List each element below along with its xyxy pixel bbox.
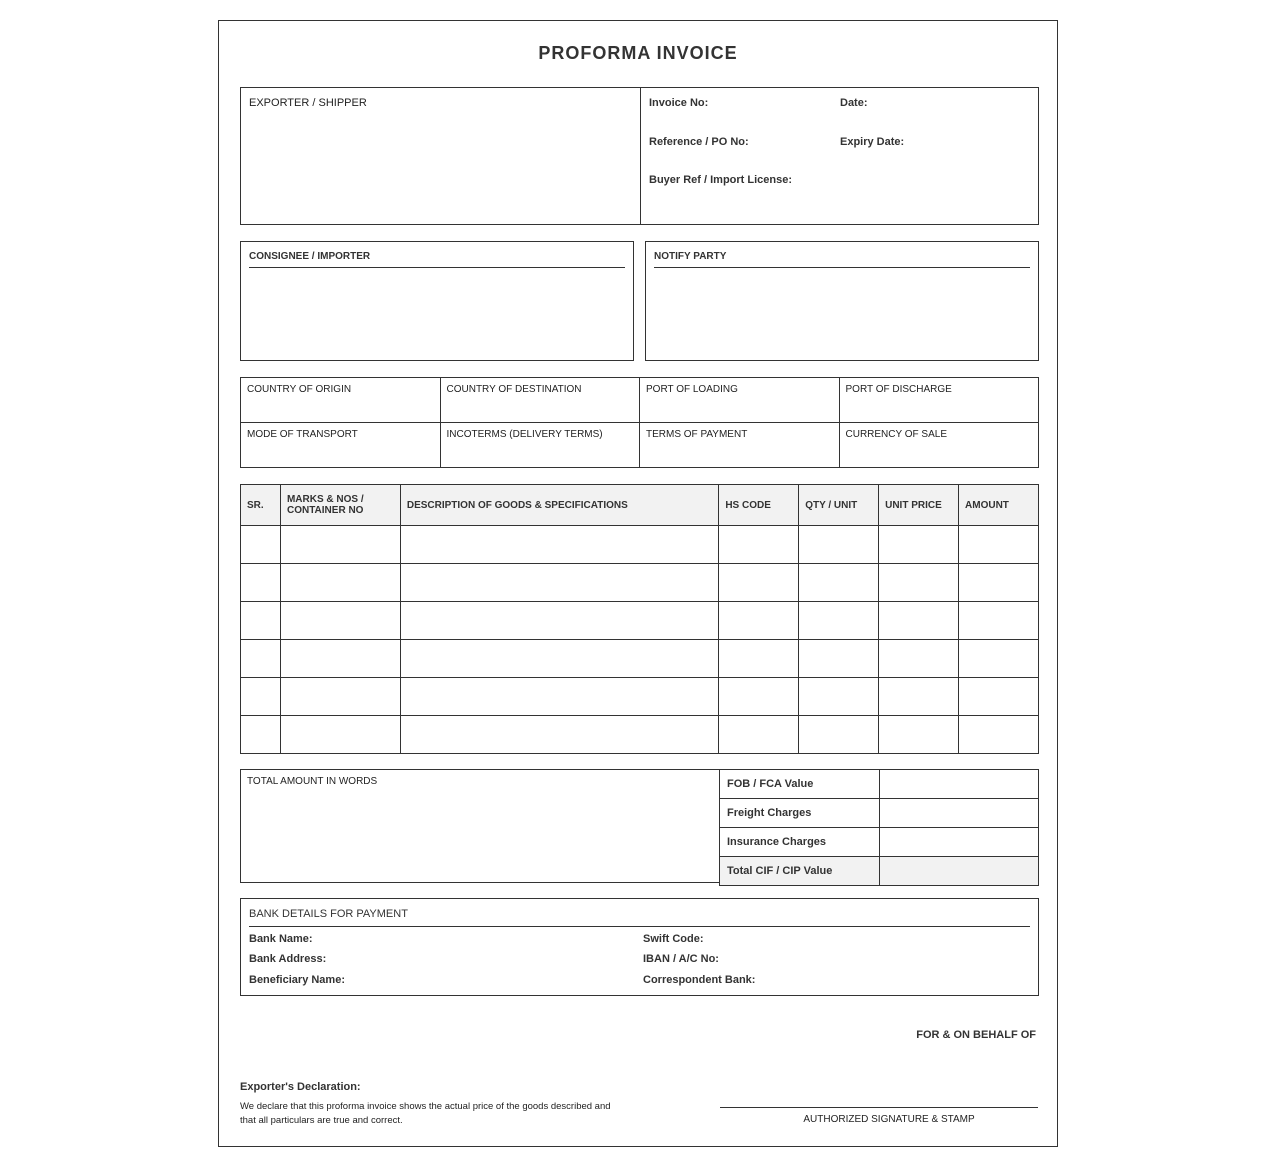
cell-unit-price	[879, 640, 959, 678]
amount-words-label: TOTAL AMOUNT IN WORDS	[247, 776, 378, 787]
date-label: Date:	[840, 97, 868, 109]
shipment-grid	[240, 377, 1039, 468]
cell-amount	[959, 602, 1039, 640]
totals-table	[719, 769, 1039, 886]
totals-row-cif	[720, 857, 1039, 886]
notify-rule	[654, 267, 1030, 268]
declaration-line-1: We declare that this proforma invoice shows the actual price of the goods described and	[240, 1101, 611, 1112]
expiry-date-label: Expiry Date:	[840, 136, 905, 148]
fob-value	[879, 770, 1038, 799]
consignee-label: CONSIGNEE / IMPORTER	[249, 251, 371, 262]
col-hs-code: HS CODE	[719, 485, 799, 526]
insurance-label: Insurance Charges	[720, 828, 880, 857]
bank-rule	[249, 926, 1030, 927]
bank-name-label: Bank Name:	[249, 933, 313, 945]
notify-label: NOTIFY PARTY	[654, 251, 727, 262]
iban-label: IBAN / A/C No:	[643, 953, 719, 965]
cell-unit-price	[879, 716, 959, 754]
cell-qty	[799, 678, 879, 716]
col-unit-price: UNIT PRICE	[879, 485, 959, 526]
incoterms-cell	[440, 422, 641, 468]
country-origin-label: COUNTRY OF ORIGIN	[247, 384, 352, 395]
insurance-value	[879, 828, 1038, 857]
exporter-divider	[640, 88, 641, 224]
cell-unit-price	[879, 602, 959, 640]
cif-value	[879, 857, 1038, 886]
cell-description	[400, 564, 718, 602]
cell-description	[400, 602, 718, 640]
country-origin-cell	[240, 377, 441, 423]
freight-label: Freight Charges	[720, 799, 880, 828]
table-row	[241, 640, 1039, 678]
country-destination-label: COUNTRY OF DESTINATION	[446, 384, 582, 395]
cell-marks	[280, 640, 400, 678]
fob-label: FOB / FCA Value	[720, 770, 880, 799]
terms-payment-cell	[639, 422, 840, 468]
signature-label: AUTHORIZED SIGNATURE & STAMP	[803, 1114, 975, 1125]
col-sr: SR.	[241, 485, 281, 526]
table-row	[241, 716, 1039, 754]
bank-title: BANK DETAILS FOR PAYMENT	[249, 908, 408, 920]
col-amount: AMOUNT	[959, 485, 1039, 526]
signature-line	[720, 1107, 1038, 1108]
consignee-rule	[249, 267, 625, 268]
cell-hs-code	[719, 602, 799, 640]
buyer-ref-label: Buyer Ref / Import License:	[649, 174, 793, 186]
exporter-box	[240, 87, 1039, 225]
bank-details-box	[240, 898, 1039, 996]
correspondent-label: Correspondent Bank:	[643, 974, 756, 986]
table-row	[241, 564, 1039, 602]
beneficiary-label: Beneficiary Name:	[249, 974, 345, 986]
cell-sr	[241, 526, 281, 564]
cell-marks	[280, 678, 400, 716]
cell-sr	[241, 640, 281, 678]
currency-cell	[839, 422, 1040, 468]
cell-hs-code	[719, 716, 799, 754]
freight-value	[879, 799, 1038, 828]
terms-payment-label: TERMS OF PAYMENT	[646, 429, 748, 440]
cell-qty	[799, 564, 879, 602]
col-qty: QTY / UNIT	[799, 485, 879, 526]
invoice-page	[218, 20, 1058, 1147]
consignee-box	[240, 241, 634, 361]
page-title: PROFORMA INVOICE	[538, 43, 738, 63]
totals-row-freight	[720, 799, 1039, 828]
items-table	[240, 484, 1039, 754]
reference-label: Reference / PO No:	[649, 136, 749, 148]
port-loading-cell	[639, 377, 840, 423]
totals-row-fob	[720, 770, 1039, 799]
country-destination-cell	[440, 377, 641, 423]
cell-qty	[799, 526, 879, 564]
declaration-title: Exporter's Declaration:	[240, 1081, 361, 1093]
table-row	[241, 678, 1039, 716]
cell-unit-price	[879, 678, 959, 716]
col-description: DESCRIPTION OF GOODS & SPECIFICATIONS	[400, 485, 718, 526]
cell-qty	[799, 716, 879, 754]
declaration-line-2: that all particulars are true and correct.	[240, 1115, 403, 1126]
cell-amount	[959, 640, 1039, 678]
cell-sr	[241, 678, 281, 716]
swift-label: Swift Code:	[643, 933, 704, 945]
cell-sr	[241, 716, 281, 754]
cell-unit-price	[879, 564, 959, 602]
cell-hs-code	[719, 526, 799, 564]
cell-unit-price	[879, 526, 959, 564]
cell-description	[400, 640, 718, 678]
invoice-no-label: Invoice No:	[649, 97, 709, 109]
cell-amount	[959, 564, 1039, 602]
bank-address-label: Bank Address:	[249, 953, 327, 965]
cell-hs-code	[719, 640, 799, 678]
notify-box	[645, 241, 1039, 361]
port-loading-label: PORT OF LOADING	[646, 384, 738, 395]
cell-description	[400, 716, 718, 754]
incoterms-label: INCOTERMS (DELIVERY TERMS)	[446, 429, 603, 440]
amount-words-box	[240, 769, 720, 883]
cell-hs-code	[719, 564, 799, 602]
cell-amount	[959, 678, 1039, 716]
port-discharge-label: PORT OF DISCHARGE	[845, 384, 952, 395]
totals-row-insurance	[720, 828, 1039, 857]
table-row	[241, 526, 1039, 564]
cell-sr	[241, 602, 281, 640]
cell-sr	[241, 564, 281, 602]
items-header-row	[241, 485, 1039, 526]
cell-description	[400, 678, 718, 716]
port-discharge-cell	[839, 377, 1040, 423]
cell-marks	[280, 564, 400, 602]
cell-description	[400, 526, 718, 564]
mode-transport-cell	[240, 422, 441, 468]
mode-transport-label: MODE OF TRANSPORT	[247, 429, 358, 440]
cell-marks	[280, 716, 400, 754]
cell-qty	[799, 602, 879, 640]
cell-amount	[959, 526, 1039, 564]
behalf-label: FOR & ON BEHALF OF	[916, 1029, 1036, 1041]
cell-marks	[280, 602, 400, 640]
exporter-label: EXPORTER / SHIPPER	[249, 97, 367, 109]
cell-marks	[280, 526, 400, 564]
cif-label: Total CIF / CIP Value	[720, 857, 880, 886]
col-marks: MARKS & NOS / CONTAINER NO	[280, 485, 400, 526]
table-row	[241, 602, 1039, 640]
cell-hs-code	[719, 678, 799, 716]
cell-qty	[799, 640, 879, 678]
cell-amount	[959, 716, 1039, 754]
currency-label: CURRENCY OF SALE	[845, 429, 948, 440]
